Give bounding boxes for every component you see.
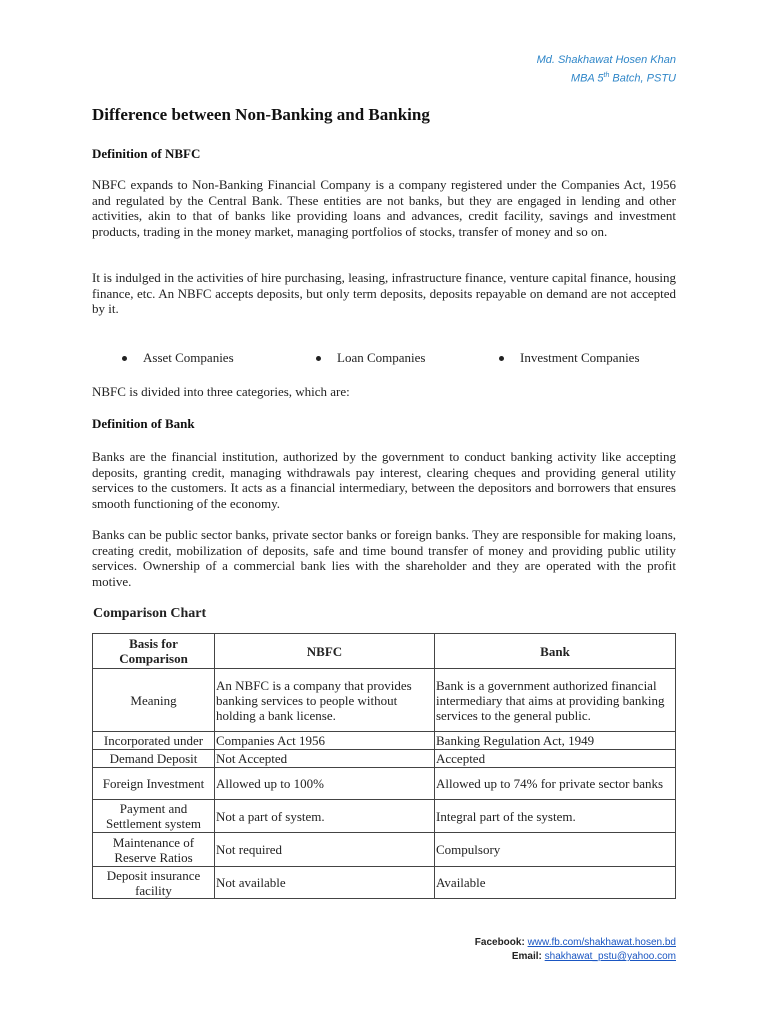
- table-header-row: [93, 634, 676, 669]
- cell-bank: Available: [435, 867, 676, 899]
- footer-contact: [475, 936, 676, 964]
- header-nbfc: NBFC: [215, 634, 435, 669]
- bullet-icon: [316, 356, 321, 361]
- table-row: [93, 750, 676, 768]
- table-row: [93, 800, 676, 833]
- bank-paragraph-1: Banks are the financial institution, authorized by the government to conduct banking activity like accepting deposits, granting credit, managing withdrawals pay interest, clearing cheques and providing general utility services to the customers. It acts as a financial intermediary, between the depositors and borrowers that ensures smooth functioning of the economy.: [92, 449, 676, 511]
- nbfc-categories-list: [92, 350, 676, 368]
- nbfc-paragraph-2: It is indulged in the activities of hire purchasing, leasing, infrastructure finance, venture capital finance, housing finance, etc. An NBFC accepts deposits, but only term deposits, deposits repayable on demand are not accepted by it.: [92, 270, 676, 316]
- cell-nbfc: An NBFC is a company that provides banking services to people without holding a bank license.: [215, 669, 435, 732]
- nbfc-definition-heading: Definition of NBFC: [92, 146, 201, 161]
- table-row: [93, 867, 676, 899]
- facebook-link[interactable]: www.fb.com/shakhawat.hosen.bd: [527, 937, 676, 948]
- list-item: Loan Companies: [316, 350, 425, 366]
- header-bank: Bank: [435, 634, 676, 669]
- cell-nbfc: Not required: [215, 833, 435, 867]
- nbfc-categories-intro: NBFC is divided into three categories, which are:: [92, 384, 350, 399]
- cell-basis: Meaning: [93, 669, 215, 732]
- cell-nbfc: Allowed up to 100%: [215, 768, 435, 800]
- cell-bank: Integral part of the system.: [435, 800, 676, 833]
- table-row: [93, 669, 676, 732]
- cell-basis: Foreign Investment: [93, 768, 215, 800]
- bank-paragraph-2: Banks can be public sector banks, private sector banks or foreign banks. They are responsible for making loans, creating credit, mobilization of deposits, safe and time bound transfer of money and providing public utility services. Ownership of a commercial bank lies with the shareholder and they are operated with the profit motive.: [92, 527, 676, 589]
- cell-basis: Maintenance of Reserve Ratios: [93, 833, 215, 867]
- cell-bank: Compulsory: [435, 833, 676, 867]
- cell-nbfc: Not Accepted: [215, 750, 435, 768]
- cell-nbfc: Not available: [215, 867, 435, 899]
- author-batch: MBA 5th Batch, PSTU: [570, 72, 676, 85]
- cell-basis: Demand Deposit: [93, 750, 215, 768]
- email-link[interactable]: shakhawat_pstu@yahoo.com: [544, 951, 676, 962]
- page-title: Difference between Non-Banking and Banking: [92, 105, 430, 124]
- comparison-table: [92, 633, 676, 899]
- table-row: [93, 833, 676, 867]
- cell-basis: Deposit insurance facility: [93, 867, 215, 899]
- table-row: [93, 732, 676, 750]
- cell-bank: Banking Regulation Act, 1949: [435, 732, 676, 750]
- bullet-icon: [122, 356, 127, 361]
- cell-basis: Incorporated under: [93, 732, 215, 750]
- list-item: Investment Companies: [499, 350, 640, 366]
- table-row: [93, 768, 676, 800]
- author-block: [537, 52, 676, 87]
- cell-bank: Bank is a government authorized financial intermediary that aims at providing banking services to the general public.: [435, 669, 676, 732]
- cell-nbfc: Not a part of system.: [215, 800, 435, 833]
- comparison-chart-title: Comparison Chart: [93, 606, 207, 621]
- bullet-icon: [499, 356, 504, 361]
- author-name: Md. Shakhawat Hosen Khan: [536, 54, 676, 66]
- cell-basis: Payment and Settlement system: [93, 800, 215, 833]
- cell-bank: Allowed up to 74% for private sector banks: [435, 768, 676, 800]
- nbfc-paragraph-1: NBFC expands to Non-Banking Financial Company is a company registered under the Companies Act, 1956 and regulated by the Central Bank. These entities are not banks, but they are engaged in lending and other activities, akin to that of banks like providing loans and advances, credit facility, savings and investment products, trading in the money market, managing portfolios of stocks, transfer of money and so on.: [92, 177, 676, 239]
- header-basis: Basis for Comparison: [93, 634, 215, 669]
- bank-definition-heading: Definition of Bank: [92, 416, 195, 431]
- footer-facebook: Facebook: www.fb.com/shakhawat.hosen.bd: [474, 937, 676, 948]
- footer-email: Email: shakhawat_pstu@yahoo.com: [511, 951, 676, 962]
- cell-nbfc: Companies Act 1956: [215, 732, 435, 750]
- list-item: Asset Companies: [122, 350, 234, 366]
- cell-bank: Accepted: [435, 750, 676, 768]
